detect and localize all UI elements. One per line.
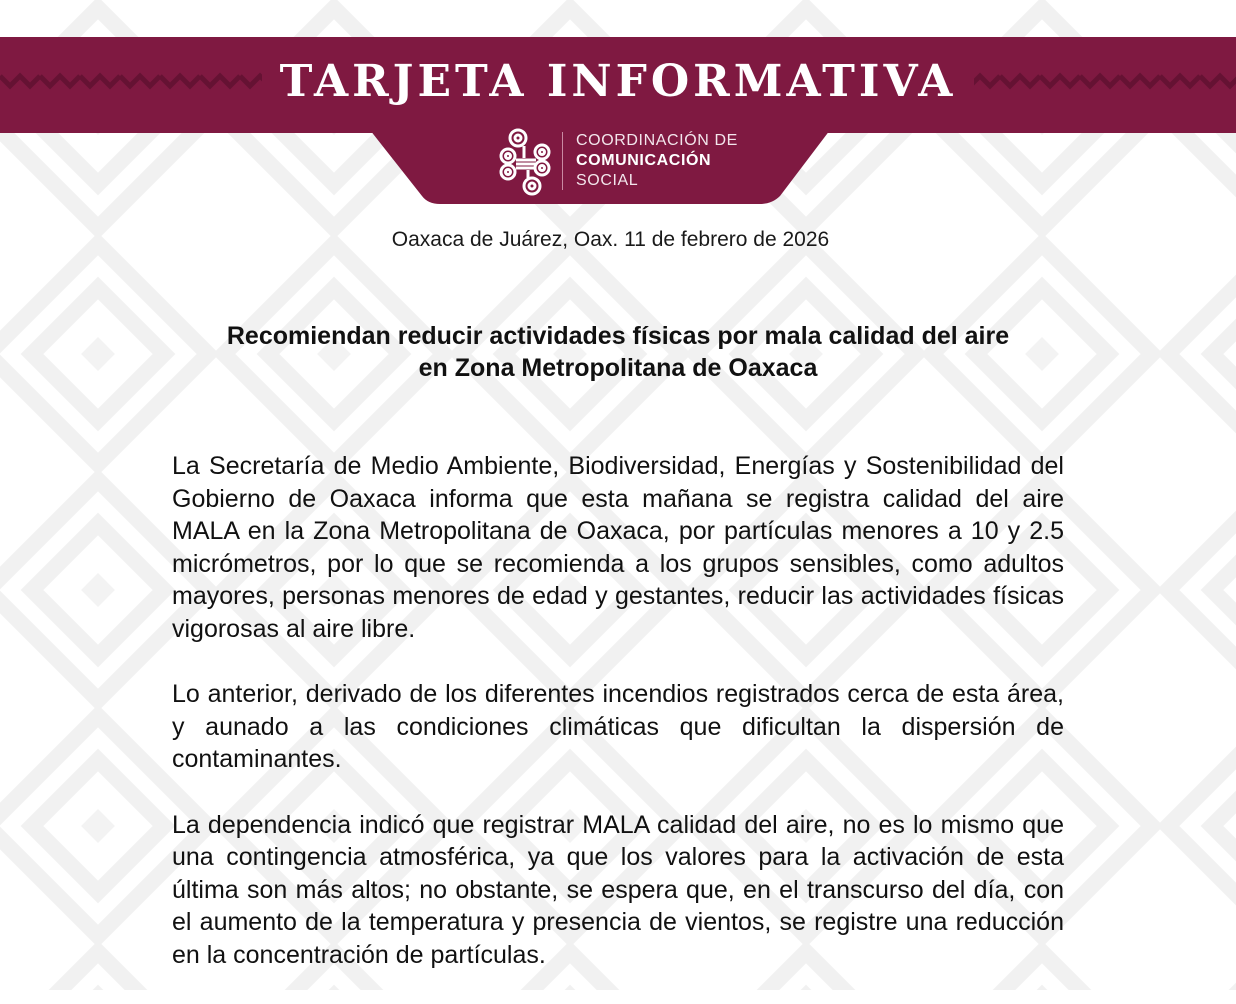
date-location: Oaxaca de Juárez, Oax. 11 de febrero de 2026 bbox=[391, 228, 830, 251]
logo-divider bbox=[562, 132, 563, 190]
coordination-logo-icon bbox=[498, 126, 554, 196]
body-text bbox=[172, 450, 1064, 1004]
paragraph-3: La dependencia indicó que registrar MALA calidad del aire, no es lo mismo que una contingencia atmosférica, ya que los valores para la activación de esta última son más altos; no obstante, se espera que, en el transcurso del día, con el aumento de la temperatura y presencia de vientos, se registre una reducción en la concentración de partículas. bbox=[172, 810, 1064, 969]
headline-line-1: Recomiendan reducir actividades físicas por mala calidad del aire bbox=[226, 322, 1010, 350]
logo-line-2: COMUNICACIÓN bbox=[576, 152, 712, 169]
paragraph-2: Lo anterior, derivado de los diferentes incendios registrados cerca de esta área, y aunado a las condiciones climáticas que dificultan la dispersión de contaminantes. bbox=[172, 680, 1064, 774]
page-title: TARJETA INFORMATIVA bbox=[279, 56, 957, 107]
headline-line-2: en Zona Metropolitana de Oaxaca bbox=[418, 354, 818, 382]
headline bbox=[150, 320, 1086, 384]
logo-text bbox=[576, 131, 738, 191]
coordination-logo bbox=[498, 125, 758, 197]
logo-line-1: COORDINACIÓN DE bbox=[576, 132, 738, 149]
paragraph-1: La Secretaría de Medio Ambiente, Biodiversidad, Energías y Sostenibilidad del Gobierno de Oaxaca informa que esta mañana se registra calidad del aire MALA en la Zona Metropolitana de Oaxaca, por partículas menores a 10 y 2.5 micrómetros, por lo que se recomienda a los grupos sensibles, como adultos mayores, personas menores de edad y gestantes, reducir las actividades físicas vigorosas al aire libre. bbox=[172, 452, 1064, 643]
logo-line-3: SOCIAL bbox=[576, 172, 639, 189]
